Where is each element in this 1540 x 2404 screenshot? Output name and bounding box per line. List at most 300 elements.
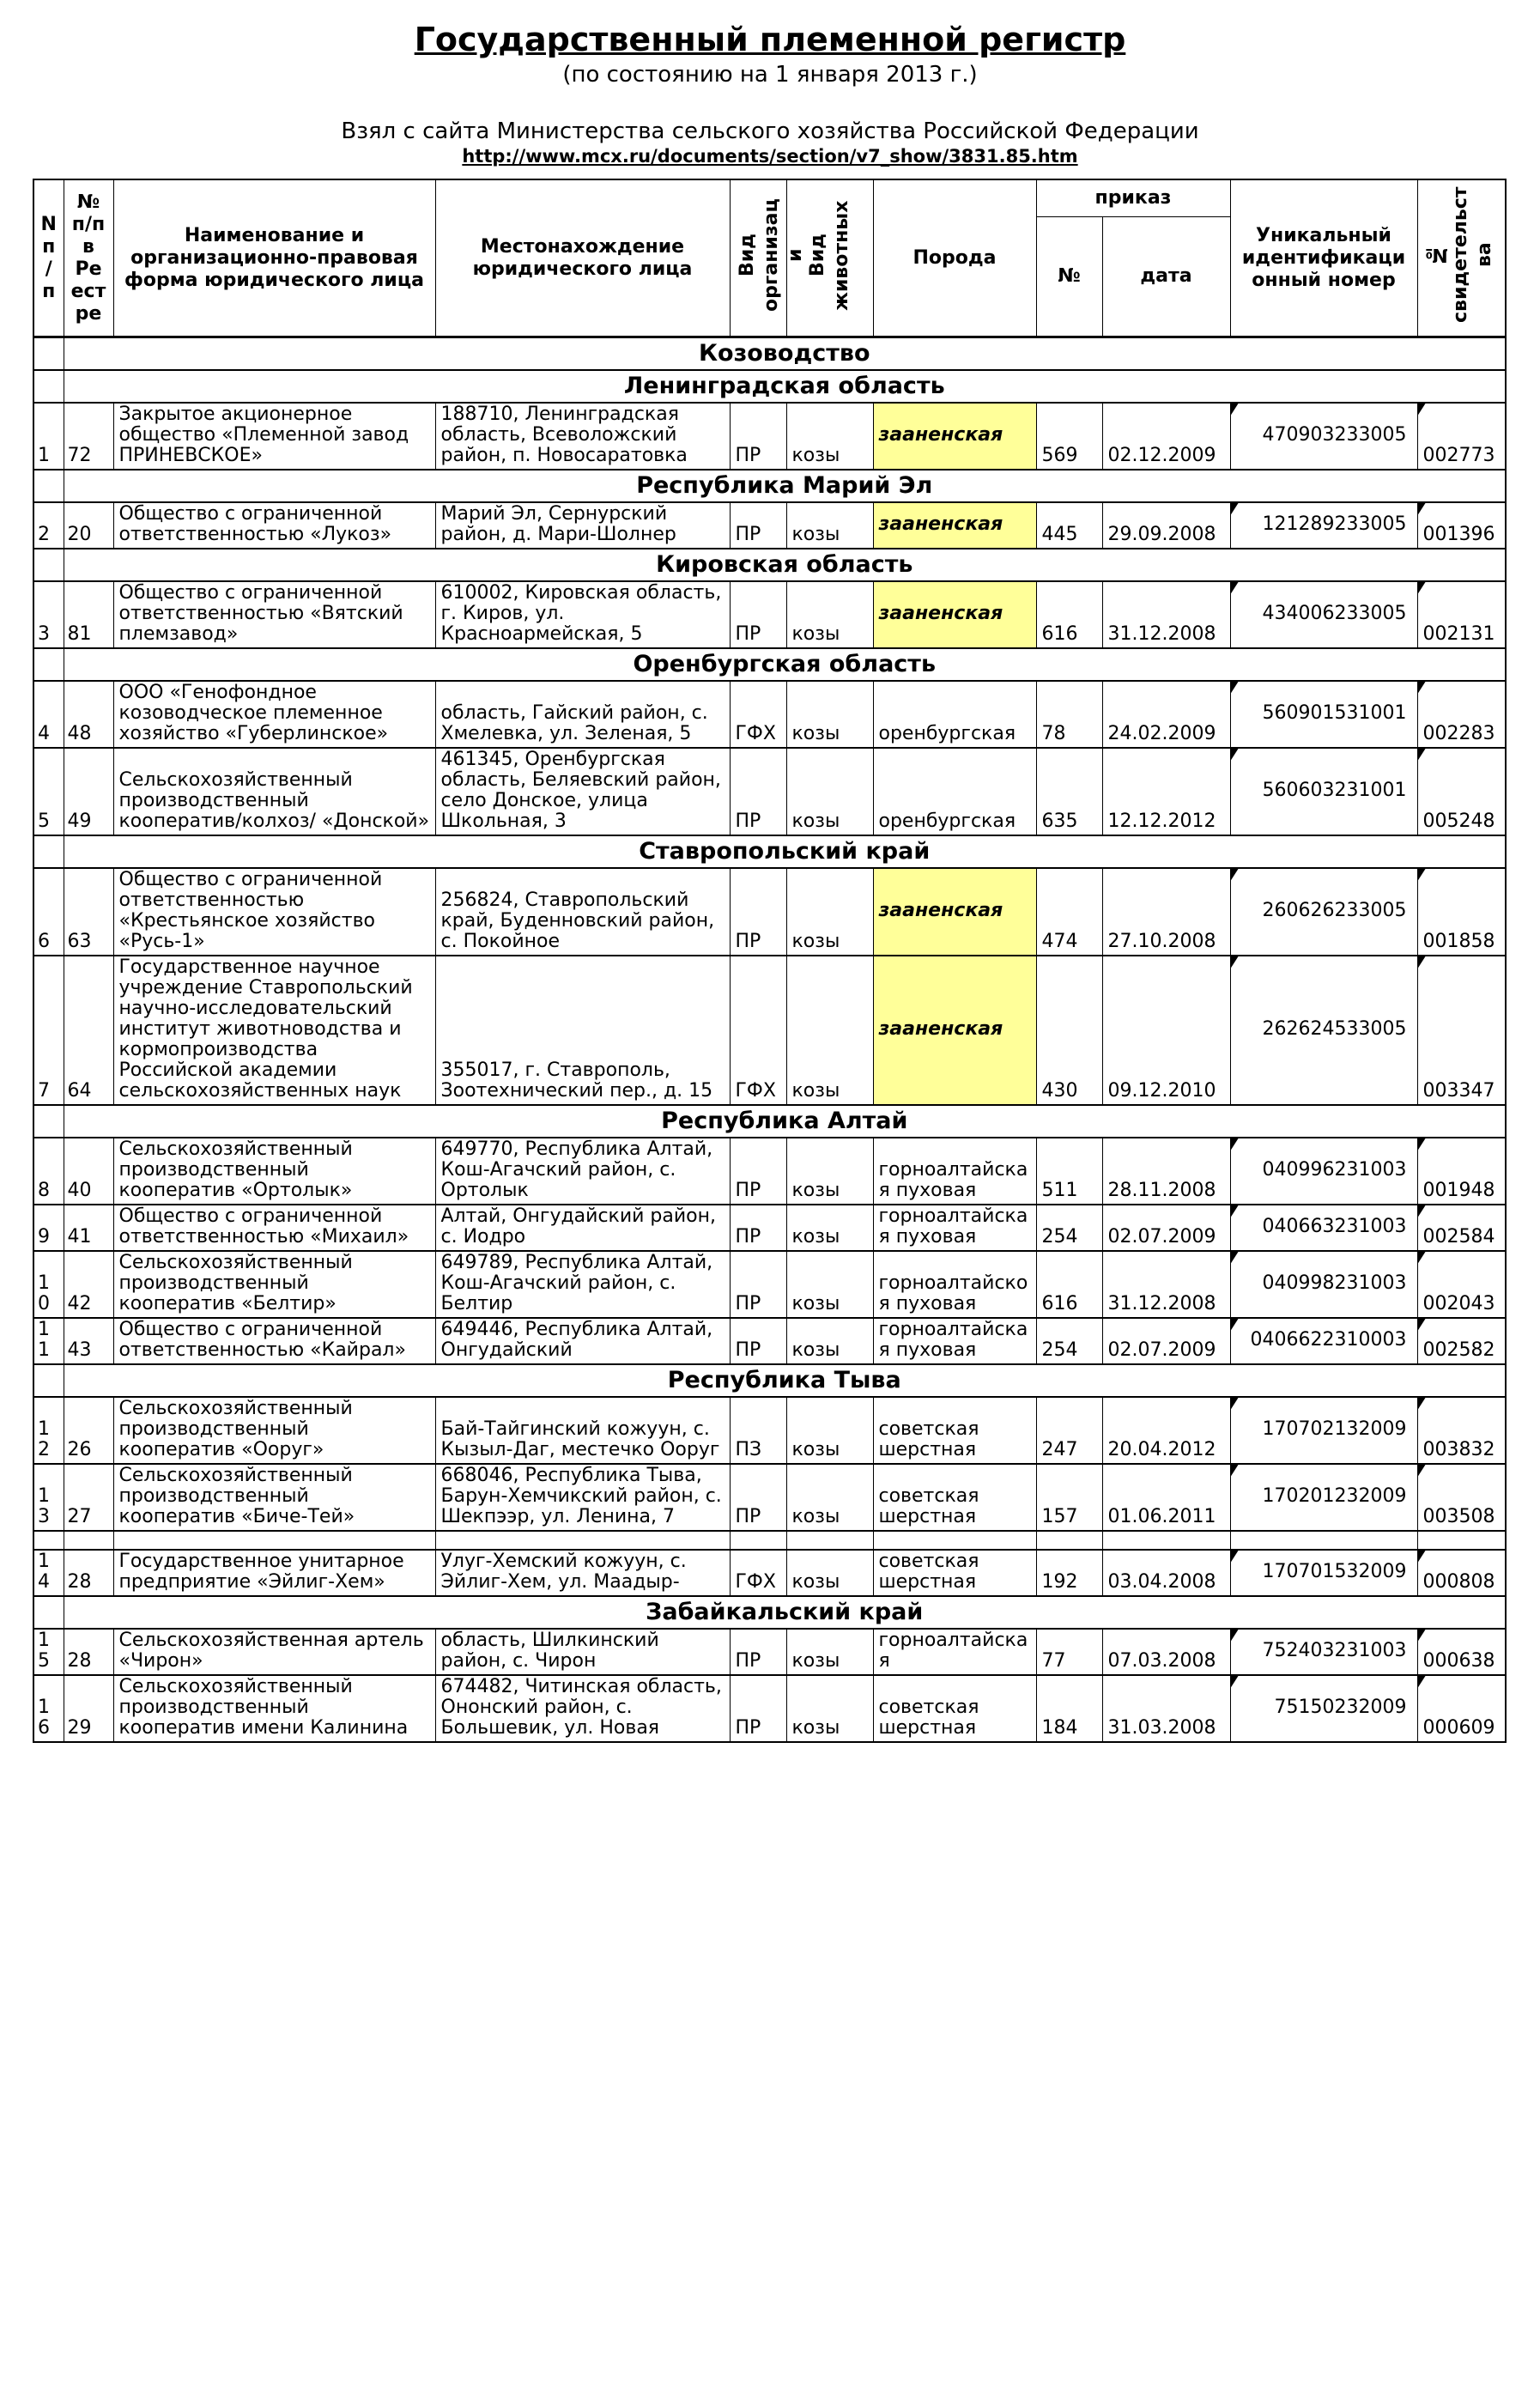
cell-animal-type: козы: [786, 1138, 873, 1205]
section-label: Ставропольский край: [64, 835, 1506, 868]
section-row: [33, 370, 1506, 403]
cell-uin-value: 040996231003: [1262, 1159, 1407, 1181]
cell-org-type: ПР: [730, 502, 786, 549]
cell-certificate-value: 003832: [1422, 1439, 1495, 1460]
cell-order-date: 02.07.2009: [1102, 1318, 1230, 1364]
cell-order-number: 254: [1036, 1205, 1102, 1251]
cell-org-name: Сельскохозяйственный производственный кооператив/колхоз/ «Донской»: [113, 748, 435, 835]
cell-uin: [1230, 581, 1417, 648]
table-row: [33, 1397, 1506, 1464]
section-label: Республика Алтай: [64, 1105, 1506, 1138]
cell-uin: [1230, 1251, 1417, 1318]
cell-breed: зааненская: [873, 956, 1036, 1105]
cell-uin: [1230, 868, 1417, 956]
section-row: [33, 1105, 1506, 1138]
cell-org-type: ПР: [730, 1675, 786, 1742]
cell-org-type: ПР: [730, 1251, 786, 1318]
cell-registry-number: 41: [64, 1205, 113, 1251]
cell-registry-number: 81: [64, 581, 113, 648]
cell-serial: 15: [33, 1629, 64, 1675]
cell-serial: 10: [33, 1251, 64, 1318]
cell-certificate: [1417, 1675, 1506, 1742]
cell-order-date: 09.12.2010: [1102, 956, 1230, 1105]
header-org-type: [730, 179, 806, 337]
cell-certificate: [1417, 1629, 1506, 1675]
cell-org-type: ПР: [730, 1205, 786, 1251]
cell-breed: горноалтайскоя пуховая: [873, 1251, 1036, 1318]
cell-order-date: 07.03.2008: [1102, 1629, 1230, 1675]
cell-certificate: [1417, 748, 1506, 835]
cell-order-date: 24.02.2009: [1102, 681, 1230, 748]
cell-org-type: ГФХ: [730, 681, 786, 748]
table-row: [33, 1464, 1506, 1531]
cell-org-type: ПР: [730, 1464, 786, 1531]
table-row: [33, 1550, 1506, 1596]
cell-location: Марий Эл, Сернурский район, д. Мари-Шолнер: [435, 502, 730, 549]
comment-mark-icon: [1231, 956, 1239, 968]
spacer-row: [33, 1531, 1506, 1550]
comment-mark-icon: [1418, 1319, 1426, 1331]
cell-order-number: 474: [1036, 868, 1102, 956]
cell-uin: [1230, 403, 1417, 470]
cell-uin-value: 170702132009: [1262, 1418, 1407, 1440]
cell-org-name: Государственное научное учреждение Ставропольский научно-исследовательский институт животноводства и кормопроизводства Российской академии сельскохозяйственных наук: [113, 956, 435, 1105]
cell-org-type: ПР: [730, 1138, 786, 1205]
section-label: Забайкальский край: [64, 1596, 1506, 1629]
cell-order-number: 445: [1036, 502, 1102, 549]
comment-mark-icon: [1231, 1138, 1239, 1150]
cell-certificate-value: 002283: [1422, 723, 1495, 744]
cell-certificate: [1417, 1205, 1506, 1251]
cell-org-type: ПР: [730, 748, 786, 835]
comment-mark-icon: [1231, 1630, 1239, 1642]
cell-location: Улуг-Хемский кожуун, с. Эйлиг-Хем, ул. Маадыр-: [435, 1550, 730, 1596]
cell-breed: советская шерстная: [873, 1675, 1036, 1742]
cell-breed: советская шерстная: [873, 1397, 1036, 1464]
cell-order-number: 77: [1036, 1629, 1102, 1675]
cell-uin-value: 121289233005: [1262, 513, 1407, 535]
cell-serial: 1: [33, 403, 64, 470]
header-animal-type-label: Вид животных: [806, 199, 852, 311]
comment-mark-icon: [1418, 1630, 1426, 1642]
cell-uin: [1230, 1464, 1417, 1531]
cell-breed: горноалтайская: [873, 1629, 1036, 1675]
cell-order-number: 430: [1036, 956, 1102, 1105]
section-empty-cell: [33, 337, 64, 371]
cell-location: область, Шилкинский район, с. Чирон: [435, 1629, 730, 1675]
cell-certificate: [1417, 403, 1506, 470]
cell-registry-number: 64: [64, 956, 113, 1105]
cell-serial: 16: [33, 1675, 64, 1742]
cell-uin: [1230, 1629, 1417, 1675]
cell-uin-value: 752403231003: [1262, 1640, 1407, 1661]
cell-serial: 12: [33, 1397, 64, 1464]
cell-order-number: 511: [1036, 1138, 1102, 1205]
cell-registry-number: 27: [64, 1464, 113, 1531]
comment-mark-icon: [1231, 1676, 1239, 1688]
cell-certificate: [1417, 1397, 1506, 1464]
cell-certificate: [1417, 1138, 1506, 1205]
section-empty-cell: [33, 549, 64, 581]
section-row: [33, 549, 1506, 581]
cell-animal-type: козы: [786, 748, 873, 835]
comment-mark-icon: [1231, 1398, 1239, 1410]
section-label: Республика Тыва: [64, 1364, 1506, 1397]
table-row: [33, 1251, 1506, 1318]
table-row: [33, 403, 1506, 470]
section-row: [33, 470, 1506, 502]
header-order-number: №: [1036, 217, 1102, 337]
header-order-group: приказ: [1036, 179, 1230, 217]
cell-order-date: 12.12.2012: [1102, 748, 1230, 835]
cell-animal-type: козы: [786, 956, 873, 1105]
section-empty-cell: [33, 370, 64, 403]
section-row: [33, 337, 1506, 371]
cell-registry-number: 43: [64, 1318, 113, 1364]
section-row: [33, 1364, 1506, 1397]
source-note: Взял с сайта Министерства сельского хозяйства Российской Федерации: [341, 118, 1199, 144]
cell-order-date: 02.12.2009: [1102, 403, 1230, 470]
cell-breed: зааненская: [873, 502, 1036, 549]
cell-animal-type: козы: [786, 502, 873, 549]
cell-certificate-value: 003508: [1422, 1506, 1495, 1527]
cell-order-number: 616: [1036, 581, 1102, 648]
cell-order-date: 29.09.2008: [1102, 502, 1230, 549]
cell-order-number: 192: [1036, 1550, 1102, 1596]
comment-mark-icon: [1418, 503, 1426, 515]
cell-org-name: Общество с ограниченной ответственностью «Лукоз»: [113, 502, 435, 549]
cell-order-date: 31.03.2008: [1102, 1675, 1230, 1742]
cell-location: 674482, Читинская область, Ононский район, с. Большевик, ул. Новая: [435, 1675, 730, 1742]
cell-serial: 5: [33, 748, 64, 835]
header-serial: N п/п: [33, 179, 64, 337]
cell-uin: [1230, 1675, 1417, 1742]
cell-org-type: ПР: [730, 868, 786, 956]
cell-certificate-value: 005248: [1422, 810, 1495, 832]
cell-animal-type: козы: [786, 1251, 873, 1318]
table-row: [33, 1138, 1506, 1205]
cell-uin-value: 0406622310003: [1250, 1329, 1407, 1351]
header-name: Наименование и организационно-правовая форма юридического лица: [113, 179, 435, 337]
cell-breed: оренбургская: [873, 681, 1036, 748]
cell-certificate-value: 002582: [1422, 1339, 1495, 1361]
cell-order-number: 569: [1036, 403, 1102, 470]
table-header: [33, 179, 1506, 337]
document-header: [0, 0, 1540, 167]
cell-breed: зааненская: [873, 403, 1036, 470]
cell-certificate: [1417, 681, 1506, 748]
comment-mark-icon: [1418, 1398, 1426, 1410]
cell-certificate: [1417, 1251, 1506, 1318]
cell-serial: 11: [33, 1318, 64, 1364]
cell-registry-number: 29: [64, 1675, 113, 1742]
header-breed: Порода: [873, 179, 1036, 337]
comment-mark-icon: [1231, 1205, 1239, 1217]
section-label: Оренбургская область: [64, 648, 1506, 681]
cell-org-name: Сельскохозяйственный производственный кооператив «Биче-Тей»: [113, 1464, 435, 1531]
cell-org-name: ООО «Генофондное козоводческое племенное хозяйство «Губерлинское»: [113, 681, 435, 748]
cell-animal-type: козы: [786, 868, 873, 956]
section-label: Ленинградская область: [64, 370, 1506, 403]
cell-org-name: Сельскохозяйственная артель «Чирон»: [113, 1629, 435, 1675]
header-certificate-label: № свидетельства: [1426, 186, 1496, 324]
cell-registry-number: 49: [64, 748, 113, 835]
section-row: [33, 648, 1506, 681]
cell-certificate: [1417, 1550, 1506, 1596]
comment-mark-icon: [1231, 503, 1239, 515]
cell-certificate: [1417, 956, 1506, 1105]
comment-mark-icon: [1418, 1676, 1426, 1688]
cell-certificate-value: 000638: [1422, 1650, 1495, 1672]
section-empty-cell: [33, 1364, 64, 1397]
cell-uin-value: 434006233005: [1262, 603, 1407, 624]
cell-org-type: ГФХ: [730, 1550, 786, 1596]
section-empty-cell: [33, 835, 64, 868]
cell-registry-number: 63: [64, 868, 113, 956]
cell-certificate-value: 002131: [1422, 623, 1495, 645]
comment-mark-icon: [1231, 869, 1239, 881]
table-row: [33, 956, 1506, 1105]
cell-uin-value: 260626233005: [1262, 900, 1407, 921]
register-table: [33, 179, 1507, 1743]
cell-serial: 2: [33, 502, 64, 549]
table-row: [33, 681, 1506, 748]
cell-org-type: ПР: [730, 1318, 786, 1364]
cell-registry-number: 72: [64, 403, 113, 470]
cell-uin: [1230, 1397, 1417, 1464]
cell-certificate: [1417, 502, 1506, 549]
cell-location: Бай-Тайгинский кожуун, с. Кызыл-Даг, местечко Ооруг: [435, 1397, 730, 1464]
cell-location: 649446, Республика Алтай, Онгудайский: [435, 1318, 730, 1364]
cell-location: 610002, Кировская область, г. Киров, ул. Красноармейская, 5: [435, 581, 730, 648]
cell-breed: горноалтайская пуховая: [873, 1138, 1036, 1205]
cell-order-number: 78: [1036, 681, 1102, 748]
cell-registry-number: 40: [64, 1138, 113, 1205]
comment-mark-icon: [1418, 1205, 1426, 1217]
comment-mark-icon: [1418, 869, 1426, 881]
cell-certificate: [1417, 1318, 1506, 1364]
source-url-wrap: [0, 146, 1540, 167]
cell-animal-type: козы: [786, 1318, 873, 1364]
comment-mark-icon: [1231, 749, 1239, 761]
cell-certificate: [1417, 868, 1506, 956]
header-location: Местонахождение юридического лица: [435, 179, 730, 337]
section-row: [33, 1596, 1506, 1629]
cell-serial: 3: [33, 581, 64, 648]
cell-serial: 13: [33, 1464, 64, 1531]
cell-uin-value: 262624533005: [1262, 1018, 1407, 1040]
cell-animal-type: козы: [786, 1550, 873, 1596]
cell-org-type: ПР: [730, 403, 786, 470]
cell-org-name: Государственное унитарное предприятие «Эйлиг-Хем»: [113, 1550, 435, 1596]
cell-order-number: 254: [1036, 1318, 1102, 1364]
cell-order-number: 635: [1036, 748, 1102, 835]
cell-breed: оренбургская: [873, 748, 1036, 835]
cell-registry-number: 42: [64, 1251, 113, 1318]
section-label: Республика Марий Эл: [64, 470, 1506, 502]
cell-uin: [1230, 502, 1417, 549]
comment-mark-icon: [1418, 1465, 1426, 1477]
page-subtitle: (по состоянию на 1 января 2013 г.): [562, 62, 978, 88]
table-row: [33, 502, 1506, 549]
source-link[interactable]: http://www.mcx.ru/documents/section/v7_show/3831.85.htm: [462, 146, 1078, 167]
cell-order-date: 01.06.2011: [1102, 1464, 1230, 1531]
cell-animal-type: козы: [786, 581, 873, 648]
section-label: Козоводство: [64, 337, 1506, 371]
cell-serial: 9: [33, 1205, 64, 1251]
table-row: [33, 748, 1506, 835]
comment-mark-icon: [1418, 582, 1426, 594]
cell-certificate-value: 002584: [1422, 1226, 1495, 1248]
cell-location: 461345, Оренбургская область, Беляевский район, село Донское, улица Школьная, 3: [435, 748, 730, 835]
comment-mark-icon: [1418, 682, 1426, 694]
cell-certificate-value: 003347: [1422, 1080, 1495, 1102]
table-row: [33, 1318, 1506, 1364]
cell-breed: зааненская: [873, 868, 1036, 956]
cell-org-name: Общество с ограниченной ответственностью «Михаил»: [113, 1205, 435, 1251]
comment-mark-icon: [1231, 1252, 1239, 1264]
cell-order-number: 616: [1036, 1251, 1102, 1318]
cell-serial: 7: [33, 956, 64, 1105]
cell-certificate-value: 002043: [1422, 1293, 1495, 1314]
cell-location: 649789, Республика Алтай, Кош-Агачский район, с. Белтир: [435, 1251, 730, 1318]
cell-uin: [1230, 1318, 1417, 1364]
cell-registry-number: 28: [64, 1550, 113, 1596]
cell-location: 355017, г. Ставрополь, Зоотехнический пер., д. 15: [435, 956, 730, 1105]
cell-location: 256824, Ставропольский край, Буденновский район, с. Покойное: [435, 868, 730, 956]
cell-breed: советская шерстная: [873, 1550, 1036, 1596]
table-row: [33, 581, 1506, 648]
cell-uin-value: 75150232009: [1274, 1697, 1407, 1718]
cell-uin-value: 470903233005: [1262, 424, 1407, 446]
cell-org-name: Закрытое акционерное общество «Племенной завод ПРИНЕВСКОЕ»: [113, 403, 435, 470]
cell-org-name: Общество с ограниченной ответственностью «Вятский племзавод»: [113, 581, 435, 648]
cell-uin-value: 560603231001: [1262, 780, 1407, 801]
cell-serial: 4: [33, 681, 64, 748]
cell-uin: [1230, 1550, 1417, 1596]
cell-location: 668046, Республика Тыва, Барун-Хемчикский район, с. Шекпээр, ул. Ленина, 7: [435, 1464, 730, 1531]
cell-certificate: [1417, 581, 1506, 648]
cell-org-name: Сельскохозяйственный производственный кооператив «Ооруг»: [113, 1397, 435, 1464]
cell-uin-value: 560901531001: [1262, 702, 1407, 724]
cell-animal-type: козы: [786, 681, 873, 748]
page-title: Государственный племенной регистр: [414, 21, 1126, 58]
cell-registry-number: 26: [64, 1397, 113, 1464]
cell-uin-value: 040998231003: [1262, 1272, 1407, 1294]
comment-mark-icon: [1418, 749, 1426, 761]
cell-uin: [1230, 1138, 1417, 1205]
section-empty-cell: [33, 470, 64, 502]
section-row: [33, 835, 1506, 868]
comment-mark-icon: [1418, 956, 1426, 968]
cell-breed: зааненская: [873, 581, 1036, 648]
cell-breed: горноалтайская пуховая: [873, 1318, 1036, 1364]
cell-uin-value: 040663231003: [1262, 1216, 1407, 1237]
cell-org-name: Общество с ограниченной ответственностью «Крестьянское хозяйство «Русь-1»: [113, 868, 435, 956]
cell-uin: [1230, 748, 1417, 835]
cell-org-name: Сельскохозяйственный производственный кооператив «Белтир»: [113, 1251, 435, 1318]
cell-org-type: ПР: [730, 1629, 786, 1675]
cell-animal-type: козы: [786, 403, 873, 470]
table-row: [33, 1205, 1506, 1251]
header-certificate: [1417, 179, 1506, 337]
table-row: [33, 1629, 1506, 1675]
cell-order-date: 20.04.2012: [1102, 1397, 1230, 1464]
cell-org-name: Сельскохозяйственный производственный кооператив «Ортолык»: [113, 1138, 435, 1205]
cell-certificate-value: 000609: [1422, 1717, 1495, 1739]
cell-order-date: 31.12.2008: [1102, 1251, 1230, 1318]
table-row: [33, 1675, 1506, 1742]
cell-certificate-value: 002773: [1422, 445, 1495, 466]
cell-uin: [1230, 681, 1417, 748]
cell-uin: [1230, 1205, 1417, 1251]
cell-breed: горноалтайская пуховая: [873, 1205, 1036, 1251]
table-body: [33, 337, 1506, 1743]
header-order-date: дата: [1102, 217, 1230, 337]
comment-mark-icon: [1231, 404, 1239, 416]
cell-org-name: Общество с ограниченной ответственностью «Кайрал»: [113, 1318, 435, 1364]
comment-mark-icon: [1231, 1465, 1239, 1477]
section-label: Кировская область: [64, 549, 1506, 581]
cell-animal-type: козы: [786, 1629, 873, 1675]
cell-org-name: Сельскохозяйственный производственный кооператив имени Калинина: [113, 1675, 435, 1742]
comment-mark-icon: [1418, 1551, 1426, 1563]
cell-location: 188710, Ленинградская область, Всеволожский район, п. Новосаратовка: [435, 403, 730, 470]
cell-serial: 6: [33, 868, 64, 956]
cell-order-date: 31.12.2008: [1102, 581, 1230, 648]
cell-breed: советская шерстная: [873, 1464, 1036, 1531]
cell-location: область, Гайский район, с. Хмелевка, ул. Зеленая, 5: [435, 681, 730, 748]
cell-certificate: [1417, 1464, 1506, 1531]
cell-registry-number: 28: [64, 1629, 113, 1675]
table-row: [33, 868, 1506, 956]
cell-uin: [1230, 956, 1417, 1105]
cell-order-date: 27.10.2008: [1102, 868, 1230, 956]
section-empty-cell: [33, 1596, 64, 1629]
cell-org-type: ПЗ: [730, 1397, 786, 1464]
cell-order-date: 28.11.2008: [1102, 1138, 1230, 1205]
cell-location: 649770, Республика Алтай, Кош-Агачский район, с. Ортолык: [435, 1138, 730, 1205]
cell-animal-type: козы: [786, 1397, 873, 1464]
cell-certificate-value: 001396: [1422, 524, 1495, 545]
cell-registry-number: 20: [64, 502, 113, 549]
cell-uin-value: 170701532009: [1262, 1561, 1407, 1582]
cell-order-number: 184: [1036, 1675, 1102, 1742]
comment-mark-icon: [1231, 1319, 1239, 1331]
cell-animal-type: козы: [786, 1464, 873, 1531]
cell-registry-number: 48: [64, 681, 113, 748]
cell-org-type: ГФХ: [730, 956, 786, 1105]
comment-mark-icon: [1418, 1252, 1426, 1264]
section-empty-cell: [33, 1105, 64, 1138]
section-empty-cell: [33, 648, 64, 681]
cell-serial: 14: [33, 1550, 64, 1596]
cell-certificate-value: 001948: [1422, 1180, 1495, 1201]
cell-location: Алтай, Онгудайский район, с. Иодро: [435, 1205, 730, 1251]
header-registry: № п/п в Реестре: [64, 179, 113, 337]
comment-mark-icon: [1231, 582, 1239, 594]
cell-animal-type: козы: [786, 1675, 873, 1742]
cell-org-type: ПР: [730, 581, 786, 648]
header-org-type-label: Вид организаци: [736, 198, 806, 312]
cell-uin-value: 170201232009: [1262, 1485, 1407, 1507]
cell-animal-type: козы: [786, 1205, 873, 1251]
cell-order-number: 247: [1036, 1397, 1102, 1464]
cell-order-date: 02.07.2009: [1102, 1205, 1230, 1251]
header-uin: Уникальный идентификационный номер: [1230, 179, 1417, 337]
cell-order-date: 03.04.2008: [1102, 1550, 1230, 1596]
cell-serial: 8: [33, 1138, 64, 1205]
